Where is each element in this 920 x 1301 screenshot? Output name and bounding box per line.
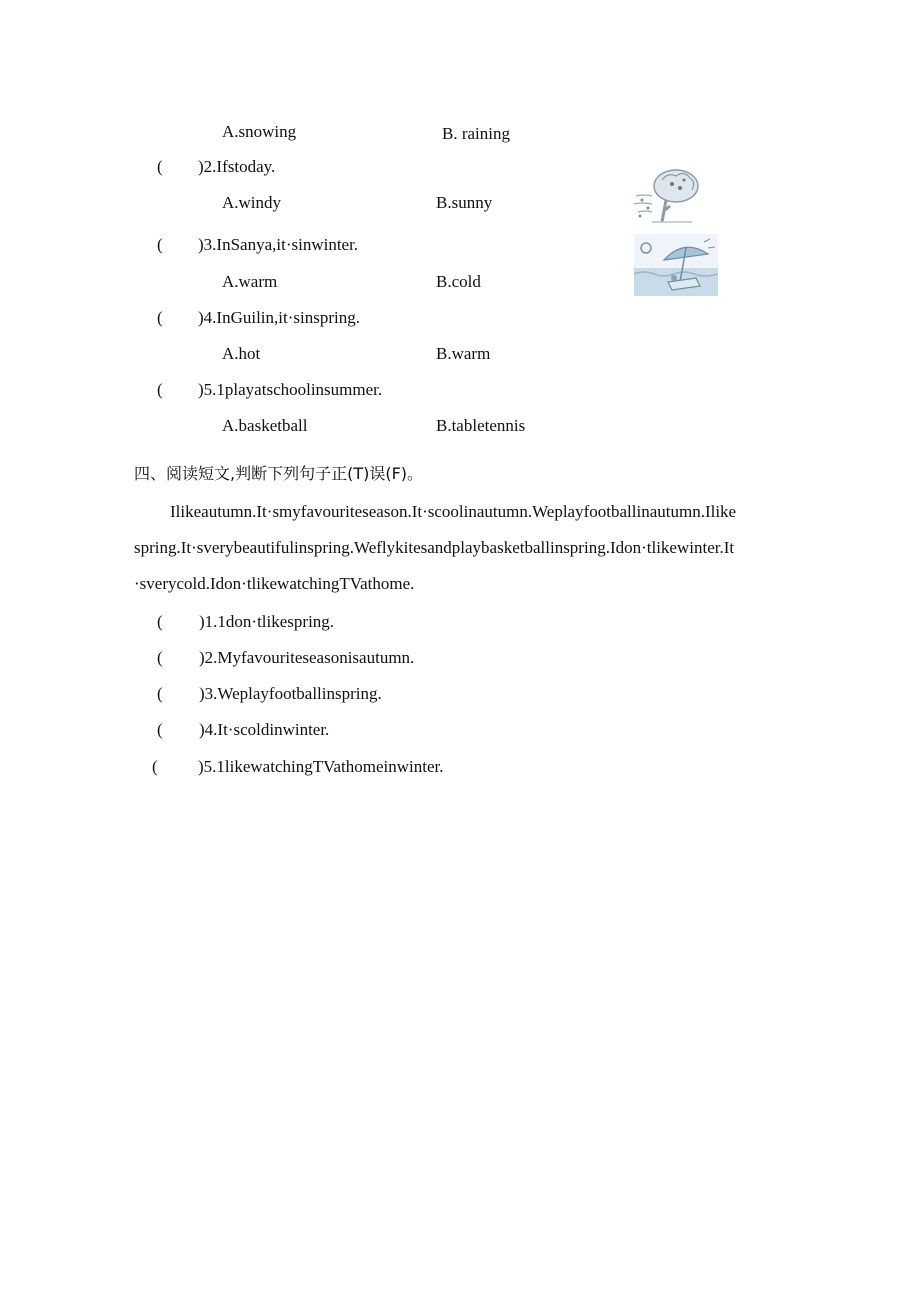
q4-text: )4.InGuilin,it·sinspring. <box>198 308 360 327</box>
tf-item-1-text: )1.1don·tlikespring. <box>199 612 335 631</box>
q3-option-a: A.warm <box>222 272 278 291</box>
tf-item-3-text: )3.Weplayfootballinspring. <box>199 684 382 703</box>
tf-item-2-text: )2.Myfavouriteseasonisautumn. <box>199 648 415 667</box>
passage-line-1: Ilikeautumn.It·smyfavouriteseason.It·scoolinautumn.Weplayfootballinautumn.Ilike <box>170 502 737 521</box>
reading-passage <box>134 494 784 602</box>
q2-option-b: B.sunny <box>436 193 493 212</box>
q4-paren: ( <box>157 308 163 327</box>
q4-option-b: B.warm <box>436 344 491 363</box>
tf-item-3 <box>157 684 382 704</box>
tf-item-4-paren: ( <box>157 720 163 739</box>
tf-item-4-text: )4.It·scoldinwinter. <box>199 720 330 739</box>
q5-option-b: B.tabletennis <box>436 416 526 435</box>
tf-item-5-text: )5.1likewatchingTVathomeinwinter. <box>198 757 444 776</box>
q2-option-a: A.windy <box>222 193 282 212</box>
tf-item-1 <box>157 612 334 632</box>
tf-item-1-paren: ( <box>157 612 163 631</box>
q3-option-b: B.cold <box>436 272 481 291</box>
tf-item-5 <box>152 757 444 777</box>
q3-paren: ( <box>157 235 163 254</box>
q4-option-a: A.hot <box>222 344 261 363</box>
passage-line-3: ·sverycold.Idon·tlikewatchingTVathome. <box>134 574 415 593</box>
tf-item-5-paren: ( <box>152 757 158 776</box>
windy-tree-image <box>632 166 706 226</box>
q5-text: )5.1playatschoolinsummer. <box>198 380 383 399</box>
tf-item-4 <box>157 720 329 740</box>
beach-umbrella-image <box>634 234 718 296</box>
q2-text: )2.Ifstoday. <box>198 157 276 176</box>
tf-item-3-paren: ( <box>157 684 163 703</box>
tf-item-2 <box>157 648 414 668</box>
q1-option-a: A.snowing <box>222 122 297 141</box>
tf-item-2-paren: ( <box>157 648 163 667</box>
q3-text: )3.InSanya,it·sinwinter. <box>198 235 359 254</box>
q1-option-b: B. raining <box>442 124 510 143</box>
q5-paren: ( <box>157 380 163 399</box>
passage-line-2: spring.It·sverybeautifulinspring.Weflykitesandplaybasketballinspring.Idon·tlikewinter.It <box>134 538 735 557</box>
q2-paren: ( <box>157 157 163 176</box>
q5-option-a: A.basketball <box>222 416 308 435</box>
section-4-title: 四、阅读短文,判断下列句子正(T)误(F)。 <box>134 464 424 483</box>
